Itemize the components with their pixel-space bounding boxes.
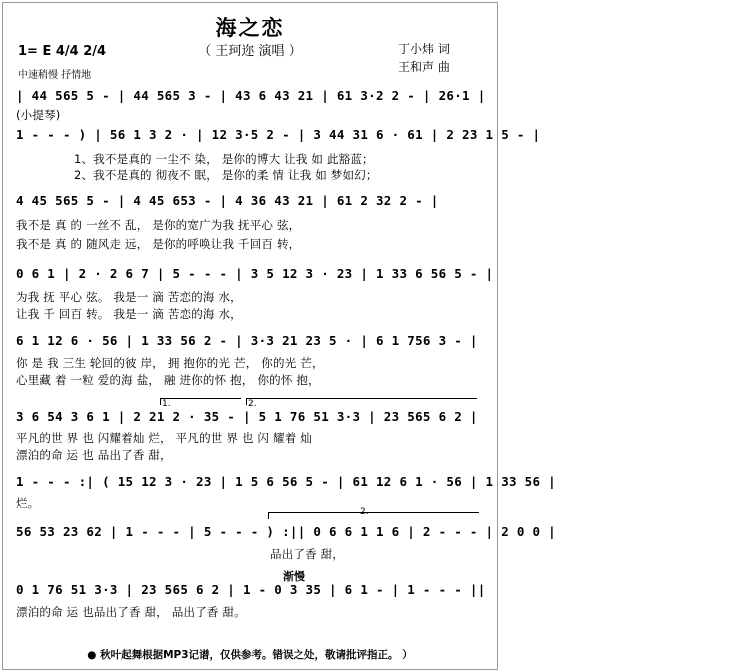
lyric-row-5a: 你 是 我 三生 轮回的彼 岸， 拥 抱你的光 芒， 你的光 芒， bbox=[16, 356, 324, 370]
second-ending-label: 2. bbox=[248, 399, 257, 409]
music-row-4: 0 6 1 | 2 · 2 6 7 | 5 - - - | 3 5 12 3 · 23 | 1 33 6 56 5 - | bbox=[16, 266, 494, 281]
composer-credit: 王和声 曲 bbox=[398, 60, 450, 74]
tempo-marking: 中速稍慢 抒情地 bbox=[18, 70, 92, 81]
lyric-row-5b: 心里藏 着 一粒 爱的海 盐， 融 进你的怀 抱， 你的怀 抱， bbox=[16, 373, 320, 387]
lyric-row-4a: 为我 抚 平心 弦。 我是一 滴 苦恋的海 水， bbox=[16, 290, 242, 304]
ritardando-marking: 渐慢 bbox=[283, 570, 305, 583]
music-row-2: 1 - - - ) | 56 1 3 2 · | 12 3·5 2 - | 3 44 31 6 · 61 | 2 23 1 5 - | bbox=[16, 127, 541, 142]
lyric-row-6b: 漂泊的命 运 也 品出了香 甜， bbox=[16, 448, 172, 462]
music-row-9: 0 1 76 51 3·3 | 23 565 6 2 | 1 - 0 3 35 | 6 1 - | 1 - - - || bbox=[16, 582, 486, 597]
final-ending-bracket bbox=[268, 512, 479, 519]
lyric-row-3a: 我不是 真 的 一丝不 乱， 是你的宽广为我 抚平心 弦， bbox=[16, 218, 301, 232]
lyric-row-2a: 1、我不是真的 一尘不 染， 是你的博大 让我 如 此豁蓝； bbox=[74, 152, 374, 166]
music-row-3: 4 45 565 5 - | 4 45 653 - | 4 36 43 21 | 61 2 32 2 - | bbox=[16, 193, 439, 208]
second-ending-bracket bbox=[246, 398, 477, 405]
music-row-5: 6 1 12 6 · 56 | 1 33 56 2 - | 3·3 21 23 5 · | 6 1 756 3 - | bbox=[16, 333, 478, 348]
transcription-note: ● 秋叶起舞根据MP3记谱，仅供参考。错误之处，敬请批评指正。 ） bbox=[87, 649, 413, 661]
music-row-1: | 44 565 5 - | 44 565 3 - | 43 6 43 21 | 61 3·2 2 - | 26·1 | bbox=[16, 88, 486, 103]
lyric-row-7a: 烂。 bbox=[16, 496, 40, 510]
song-title: 海之恋 bbox=[215, 15, 285, 40]
lyric-row-8a: 品出了香 甜， bbox=[270, 547, 345, 561]
lyric-row-3b: 我不是 真 的 随风走 远， 是你的呼唤让我 千回百 转， bbox=[16, 237, 301, 251]
key-signature: 1= E 4/4 2/4 bbox=[18, 44, 107, 59]
final-ending-label: 2. bbox=[360, 507, 369, 517]
lyric-row-6a: 平凡的世 界 也 闪耀着灿 烂， 平凡的世 界 也 闪 耀着 灿 bbox=[16, 431, 312, 445]
first-ending-label: 1. bbox=[162, 399, 171, 409]
lyric-row-9a: 漂泊的命 运 也品出了香 甜， 品出了香 甜。 bbox=[16, 605, 246, 619]
music-row-8: 56 53 23 62 | 1 - - - | 5 - - - ) :|| 0 6 6 1 1 6 | 2 - - - | 2 0 0 | bbox=[16, 524, 556, 539]
first-ending-bracket bbox=[160, 398, 241, 405]
lyric-row-1a: (小提琴) bbox=[16, 108, 61, 122]
music-row-7: 1 - - - :| ( 15 12 3 · 23 | 1 5 6 56 5 - | 61 12 6 1 · 56 | 1 33 56 | bbox=[16, 474, 556, 489]
lyric-row-2b: 2、我不是真的 彻夜不 眠， 是你的柔 情 让我 如 梦如幻； bbox=[74, 168, 378, 182]
lyric-row-4b: 让我 千 回百 转。 我是一 滴 苦恋的海 水， bbox=[16, 307, 242, 321]
music-row-6: 3 6 54 3 6 1 | 2 21 2 · 35 - | 5 1 76 51 3·3 | 23 565 6 2 | bbox=[16, 409, 478, 424]
lyricist-credit: 丁小炜 词 bbox=[398, 42, 450, 56]
performer-line: （ 王珂迩 演唱 ） bbox=[198, 44, 302, 59]
